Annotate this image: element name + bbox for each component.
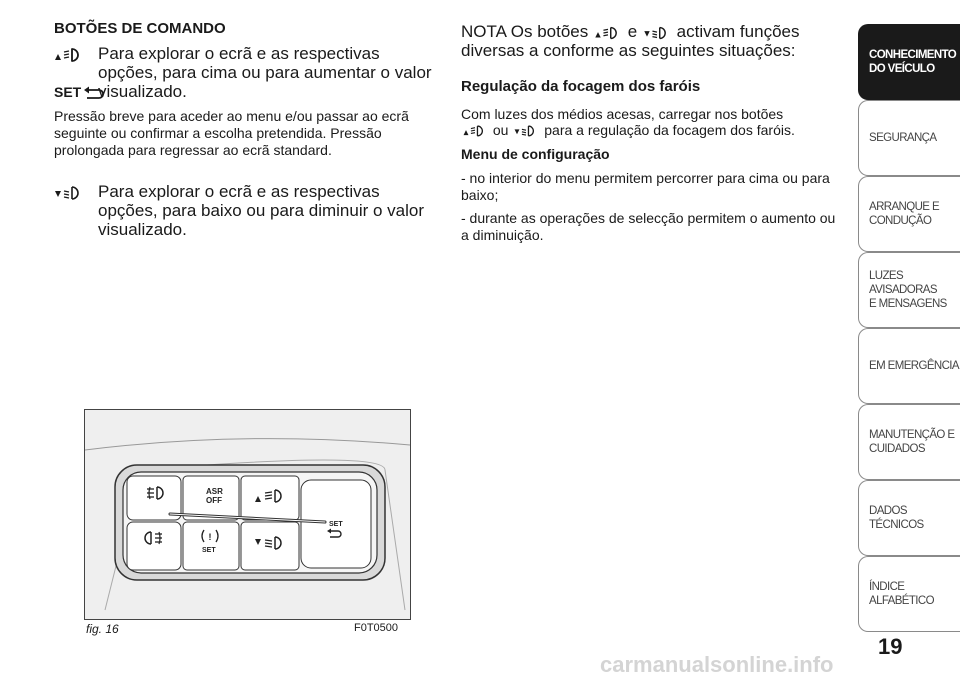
section-heading: BOTÕES DE COMANDO [54,20,226,37]
up-button-description: Para explorar o ecrã e as respectivas opções, para cima ou para aumentar o valor visualizado. [98,44,432,101]
headlamp-para-line2: ou para a regulação da focagem dos faróis. [461,122,841,140]
control-panel-illustration [85,410,410,619]
tab-manutencao-e-cuidados[interactable]: MANUTENÇÃO E CUIDADOS [858,404,960,480]
set-button-label: SET [329,521,343,528]
down-button-description: Para explorar o ecrã e as respectivas opções, para baixo ou para diminuir o valor visualizado. [98,182,425,239]
set-label: SET [54,84,105,101]
beam-up-icon [593,23,623,43]
beam-down-icon [642,23,672,43]
tab-indice-alfabetico[interactable]: ÍNDICE ALFABÉTICO [858,556,960,632]
config-para-2: - durante as operações de selecção permitem o aumento ou a diminuição. [461,210,836,243]
tab-arranque-e-conducao[interactable]: ARRANQUE E CONDUÇÃO [858,176,960,252]
beam-up-icon [54,44,84,71]
config-para-1: - no interior do menu permitem percorrer para cima ou para baixo; [461,170,830,203]
beam-down-icon [54,182,84,209]
figure-control-panel [84,409,411,620]
set-description: Pressão breve para aceder ao menu e/ou passar ao ecrã seguinte ou confirmar a escolha pretendida. Pressão prolongada para regressar ao ecrã standard. [54,108,409,158]
tab-luzes-avisadoras[interactable]: LUZES AVISADORAS E MENSAGENS [858,252,960,328]
headlamp-para-line1: Com luzes dos médios acesas, carregar nos botões [461,106,784,122]
beam-up-icon [461,122,489,140]
off-label: OFF [206,496,222,505]
tab-conhecimento-do-veiculo[interactable]: CONHECIMENTO DO VEÍCULO [858,24,960,100]
nota-line1: NOTA Os botões e activam funções [461,22,800,41]
page-number: 19 [878,634,903,659]
asr-label: ASR [206,487,223,496]
tab-dados-tecnicos[interactable]: DADOS TÉCNICOS [858,480,960,556]
watermark: carmanualsonline.info [600,652,834,677]
return-icon [83,86,105,100]
subheading-headlamp: Regulação da focagem dos faróis [461,78,701,95]
svg-text:!: ! [208,532,212,542]
beam-down-icon [512,122,540,140]
figure-code: F0T0500 [354,622,399,634]
nota-line2: diversas a conforme as seguintes situações: [461,41,796,60]
tab-em-emergencia[interactable]: EM EMERGÊNCIA [858,328,960,404]
tab-seguranca[interactable]: SEGURANÇA [858,100,960,176]
subheading-config-menu: Menu de configuração [461,146,610,162]
tpms-set-label: SET [202,547,216,554]
figure-caption: fig. 16 [86,622,119,636]
